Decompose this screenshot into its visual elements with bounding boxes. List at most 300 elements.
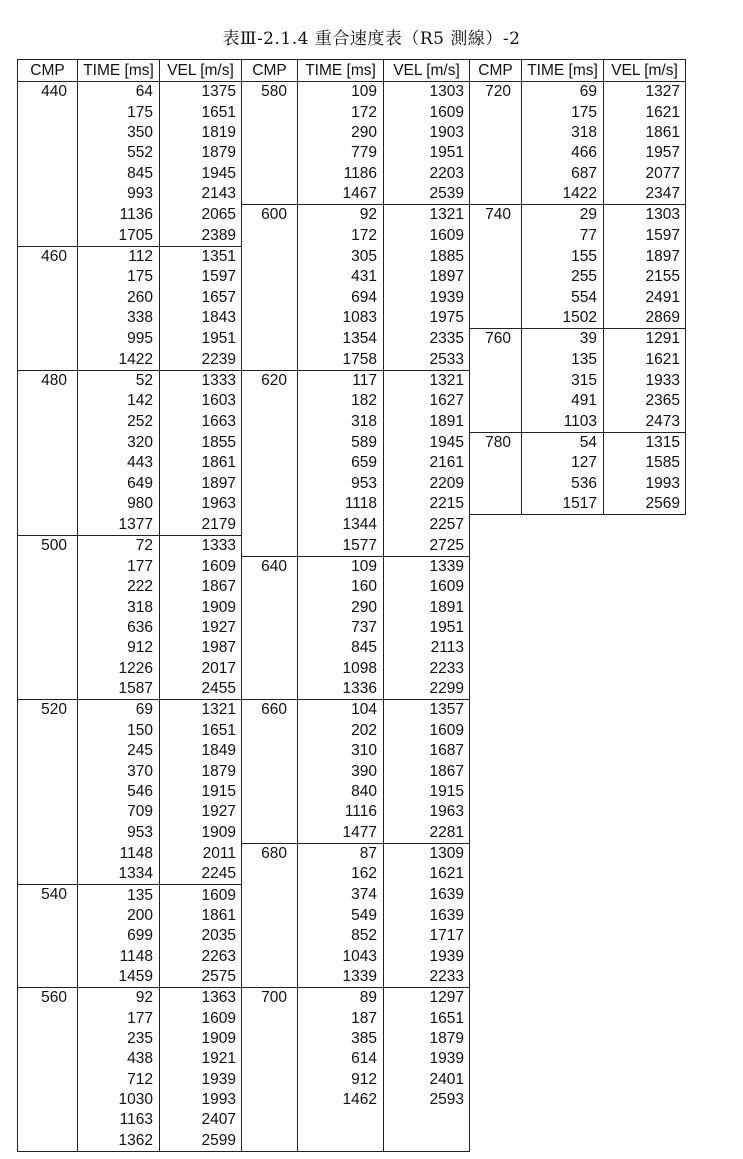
table-row <box>18 885 686 906</box>
cmp-cell: 520 <box>18 700 78 721</box>
empty-cell <box>470 1029 522 1049</box>
cmp-cell <box>242 822 298 843</box>
cmp-cell <box>18 967 78 988</box>
cmp-cell <box>18 741 78 761</box>
table-row <box>18 761 686 781</box>
cmp-cell <box>242 1131 298 1152</box>
time-cell: 694 <box>298 287 384 307</box>
time-cell: 779 <box>298 143 384 163</box>
table-row <box>18 349 686 370</box>
velocity-cell: 2389 <box>160 225 242 246</box>
empty-cell <box>604 906 686 926</box>
time-cell <box>298 1131 384 1152</box>
time-cell: 175 <box>78 267 160 287</box>
table-row <box>18 1090 686 1110</box>
velocity-cell: 2161 <box>384 453 470 473</box>
cmp-cell <box>242 638 298 658</box>
velocity-cell: 2725 <box>384 536 470 557</box>
empty-cell <box>470 946 522 966</box>
velocity-cell: 2035 <box>160 926 242 946</box>
velocity-cell: 2593 <box>384 1090 470 1110</box>
velocity-cell: 1993 <box>160 1090 242 1110</box>
velocity-cell: 2233 <box>384 659 470 679</box>
cmp-cell <box>242 967 298 988</box>
velocity-cell: 1651 <box>160 721 242 741</box>
time-cell: 1098 <box>298 659 384 679</box>
velocity-cell: 1849 <box>160 741 242 761</box>
cmp-cell <box>470 308 522 329</box>
cmp-cell <box>18 267 78 287</box>
velocity-cell: 1315 <box>604 432 686 453</box>
velocity-cell: 1927 <box>160 618 242 638</box>
time-cell: 72 <box>78 536 160 557</box>
cmp-cell <box>18 946 78 966</box>
time-cell: 1577 <box>298 536 384 557</box>
empty-cell <box>522 577 604 597</box>
velocity-cell: 1375 <box>160 82 242 103</box>
time-cell: 993 <box>78 184 160 205</box>
cmp-cell <box>242 225 298 246</box>
cmp-cell <box>242 864 298 885</box>
empty-cell <box>522 782 604 802</box>
time-cell: 245 <box>78 741 160 761</box>
velocity-cell: 1957 <box>604 143 686 163</box>
cmp-cell <box>18 494 78 515</box>
time-cell: 1030 <box>78 1090 160 1110</box>
table-row <box>18 577 686 597</box>
table-row <box>18 1049 686 1069</box>
cmp-cell <box>242 906 298 926</box>
empty-cell <box>604 988 686 1009</box>
cmp-cell <box>242 474 298 494</box>
empty-cell <box>522 906 604 926</box>
velocity-cell: 1975 <box>384 308 470 329</box>
cmp-cell <box>242 1049 298 1069</box>
empty-cell <box>522 1049 604 1069</box>
time-cell: 980 <box>78 494 160 515</box>
velocity-cell: 1363 <box>160 988 242 1009</box>
velocity-cell: 2203 <box>384 163 470 183</box>
empty-cell <box>470 864 522 885</box>
time-cell: 255 <box>522 267 604 287</box>
empty-cell <box>604 802 686 822</box>
time-cell: 87 <box>298 843 384 864</box>
velocity-cell: 1861 <box>160 906 242 926</box>
time-cell: 318 <box>78 598 160 618</box>
cmp-cell <box>18 556 78 577</box>
time-cell: 310 <box>298 741 384 761</box>
velocity-cell: 1597 <box>604 225 686 246</box>
velocity-cell: 2011 <box>160 843 242 864</box>
time-cell: 659 <box>298 453 384 473</box>
velocity-cell: 1987 <box>160 638 242 658</box>
cmp-cell: 740 <box>470 205 522 226</box>
cmp-cell: 440 <box>18 82 78 103</box>
cmp-cell <box>242 536 298 557</box>
time-cell: 160 <box>298 577 384 597</box>
empty-cell <box>604 885 686 906</box>
cmp-cell <box>242 577 298 597</box>
time-cell: 260 <box>78 287 160 307</box>
time-cell: 852 <box>298 926 384 946</box>
time-cell: 202 <box>298 721 384 741</box>
header-vel: VEL [m/s] <box>384 60 470 82</box>
cmp-cell <box>18 432 78 453</box>
velocity-cell: 2017 <box>160 659 242 679</box>
table-row <box>18 906 686 926</box>
cmp-cell <box>242 123 298 143</box>
cmp-cell <box>18 906 78 926</box>
time-cell: 1334 <box>78 864 160 885</box>
time-cell: 350 <box>78 123 160 143</box>
cmp-cell <box>18 802 78 822</box>
velocity-cell: 1897 <box>604 246 686 267</box>
cmp-cell <box>470 391 522 411</box>
velocity-cell: 1609 <box>160 1008 242 1028</box>
empty-cell <box>470 679 522 700</box>
empty-cell <box>470 700 522 721</box>
time-cell: 172 <box>298 102 384 122</box>
velocity-cell: 2065 <box>160 205 242 226</box>
table-row <box>18 988 686 1009</box>
time-cell: 77 <box>522 225 604 246</box>
empty-cell <box>470 721 522 741</box>
cmp-cell <box>18 225 78 246</box>
time-cell: 290 <box>298 598 384 618</box>
velocity-cell: 1651 <box>160 102 242 122</box>
empty-cell <box>470 741 522 761</box>
time-cell: 1422 <box>78 349 160 370</box>
velocity-cell: 2569 <box>604 494 686 515</box>
time-cell: 614 <box>298 1049 384 1069</box>
cmp-cell <box>18 391 78 411</box>
cmp-cell <box>470 370 522 391</box>
time-cell: 117 <box>298 370 384 391</box>
empty-cell <box>522 1029 604 1049</box>
velocity-cell: 1879 <box>384 1029 470 1049</box>
cmp-cell <box>18 143 78 163</box>
velocity-cell: 2113 <box>384 638 470 658</box>
time-cell: 1336 <box>298 679 384 700</box>
cmp-cell <box>242 102 298 122</box>
time-cell: 200 <box>78 906 160 926</box>
time-cell: 687 <box>522 163 604 183</box>
table-row <box>18 536 686 557</box>
empty-cell <box>470 638 522 658</box>
time-cell: 1103 <box>522 412 604 433</box>
cmp-cell <box>242 1070 298 1090</box>
table-row <box>18 679 686 700</box>
time-cell: 549 <box>298 906 384 926</box>
velocity-cell: 1951 <box>384 618 470 638</box>
velocity-cell: 1609 <box>384 102 470 122</box>
time-cell: 1354 <box>298 329 384 350</box>
table-row <box>18 391 686 411</box>
cmp-cell <box>242 802 298 822</box>
cmp-cell <box>242 761 298 781</box>
empty-cell <box>522 1110 604 1130</box>
cmp-cell <box>470 494 522 515</box>
time-cell: 104 <box>298 700 384 721</box>
velocity-cell: 1897 <box>384 267 470 287</box>
velocity-cell: 1621 <box>604 102 686 122</box>
cmp-cell <box>242 453 298 473</box>
time-cell: 52 <box>78 370 160 391</box>
velocity-cell: 1609 <box>384 225 470 246</box>
empty-cell <box>470 659 522 679</box>
table-row <box>18 638 686 658</box>
cmp-cell <box>18 163 78 183</box>
time-cell: 235 <box>78 1029 160 1049</box>
cmp-cell <box>18 843 78 864</box>
empty-cell <box>604 1008 686 1028</box>
velocity-cell: 1333 <box>160 370 242 391</box>
empty-cell <box>522 638 604 658</box>
velocity-cell: 1609 <box>160 556 242 577</box>
cmp-cell <box>18 638 78 658</box>
velocity-cell: 1843 <box>160 308 242 329</box>
table-row <box>18 802 686 822</box>
time-cell: 845 <box>78 163 160 183</box>
cmp-cell <box>470 287 522 307</box>
empty-cell <box>604 515 686 536</box>
cmp-cell <box>470 163 522 183</box>
velocity-cell: 1621 <box>384 864 470 885</box>
velocity-cell: 1855 <box>160 432 242 453</box>
empty-cell <box>470 988 522 1009</box>
cmp-cell <box>18 308 78 329</box>
empty-cell <box>470 843 522 864</box>
empty-cell <box>604 761 686 781</box>
empty-cell <box>522 926 604 946</box>
cmp-cell <box>470 225 522 246</box>
time-cell: 1467 <box>298 184 384 205</box>
time-cell: 54 <box>522 432 604 453</box>
velocity-cell: 1357 <box>384 700 470 721</box>
table-row <box>18 782 686 802</box>
velocity-cell: 2539 <box>384 184 470 205</box>
time-cell: 1116 <box>298 802 384 822</box>
velocity-cell: 2215 <box>384 494 470 515</box>
cmp-cell <box>18 349 78 370</box>
time-cell: 845 <box>298 638 384 658</box>
velocity-cell: 1909 <box>160 822 242 843</box>
velocity-cell: 1297 <box>384 988 470 1009</box>
time-cell: 1477 <box>298 822 384 843</box>
cmp-cell <box>18 679 78 700</box>
time-cell: 1118 <box>298 494 384 515</box>
velocity-cell: 1651 <box>384 1008 470 1028</box>
empty-cell <box>522 721 604 741</box>
cmp-cell <box>18 598 78 618</box>
table-row <box>18 287 686 307</box>
empty-cell <box>604 1070 686 1090</box>
cmp-cell <box>18 577 78 597</box>
time-cell: 1148 <box>78 843 160 864</box>
velocity-cell: 1915 <box>384 782 470 802</box>
velocity-cell: 2869 <box>604 308 686 329</box>
time-cell: 109 <box>298 556 384 577</box>
cmp-cell <box>470 184 522 205</box>
header-time: TIME [ms] <box>522 60 604 82</box>
time-cell: 995 <box>78 329 160 350</box>
cmp-cell <box>18 453 78 473</box>
empty-cell <box>470 967 522 988</box>
header-time: TIME [ms] <box>298 60 384 82</box>
empty-cell <box>604 638 686 658</box>
cmp-cell: 680 <box>242 843 298 864</box>
table-row <box>18 412 686 433</box>
cmp-cell: 760 <box>470 329 522 350</box>
velocity-cell: 2143 <box>160 184 242 205</box>
cmp-cell: 720 <box>470 82 522 103</box>
velocity-cell: 1951 <box>160 329 242 350</box>
velocity-cell: 2233 <box>384 967 470 988</box>
velocity-cell: 1891 <box>384 412 470 433</box>
empty-cell <box>522 679 604 700</box>
table-row <box>18 926 686 946</box>
cmp-cell <box>18 822 78 843</box>
cmp-cell: 560 <box>18 988 78 1009</box>
empty-cell <box>604 556 686 577</box>
velocity-cell: 2455 <box>160 679 242 700</box>
cmp-cell <box>470 102 522 122</box>
cmp-cell: 620 <box>242 370 298 391</box>
velocity-cell: 1885 <box>384 246 470 267</box>
empty-cell <box>604 1049 686 1069</box>
empty-cell <box>522 1131 604 1152</box>
empty-cell <box>522 618 604 638</box>
cmp-cell <box>242 721 298 741</box>
table-row <box>18 102 686 122</box>
velocity-cell: 1597 <box>160 267 242 287</box>
time-cell: 175 <box>522 102 604 122</box>
cmp-cell <box>242 741 298 761</box>
cmp-cell <box>242 926 298 946</box>
table-row <box>18 246 686 267</box>
table-row <box>18 1131 686 1152</box>
cmp-cell <box>18 618 78 638</box>
empty-cell <box>470 618 522 638</box>
time-cell: 1043 <box>298 946 384 966</box>
table-body <box>18 82 686 1152</box>
empty-cell <box>470 1090 522 1110</box>
time-cell: 175 <box>78 102 160 122</box>
time-cell: 1339 <box>298 967 384 988</box>
velocity-cell: 1639 <box>384 885 470 906</box>
velocity-cell: 1609 <box>384 721 470 741</box>
cmp-cell <box>18 1110 78 1130</box>
time-cell: 1587 <box>78 679 160 700</box>
time-cell: 69 <box>522 82 604 103</box>
empty-cell <box>522 741 604 761</box>
empty-cell <box>604 598 686 618</box>
table-row <box>18 822 686 843</box>
cmp-cell <box>242 329 298 350</box>
time-cell: 290 <box>298 123 384 143</box>
empty-cell <box>522 1008 604 1028</box>
velocity-cell: 2077 <box>604 163 686 183</box>
velocity-cell: 1867 <box>384 761 470 781</box>
empty-cell <box>522 659 604 679</box>
empty-cell <box>604 679 686 700</box>
empty-cell <box>470 885 522 906</box>
time-cell: 1362 <box>78 1131 160 1152</box>
time-cell: 1136 <box>78 205 160 226</box>
time-cell: 182 <box>298 391 384 411</box>
velocity-cell: 1963 <box>160 494 242 515</box>
cmp-cell <box>242 659 298 679</box>
velocity-cell: 2239 <box>160 349 242 370</box>
velocity-cell: 1819 <box>160 123 242 143</box>
empty-cell <box>522 536 604 557</box>
empty-cell <box>522 515 604 536</box>
time-cell: 953 <box>298 474 384 494</box>
velocity-cell: 1993 <box>604 474 686 494</box>
cmp-cell: 580 <box>242 82 298 103</box>
time-cell: 709 <box>78 802 160 822</box>
table-row <box>18 741 686 761</box>
time-cell: 912 <box>78 638 160 658</box>
table-row <box>18 843 686 864</box>
velocity-cell: 1303 <box>384 82 470 103</box>
cmp-cell <box>242 143 298 163</box>
table-row <box>18 659 686 679</box>
cmp-cell <box>470 267 522 287</box>
velocity-cell: 1939 <box>384 287 470 307</box>
time-cell: 162 <box>298 864 384 885</box>
table-row <box>18 474 686 494</box>
velocity-cell: 2491 <box>604 287 686 307</box>
table-row <box>18 163 686 183</box>
table-title: 表Ⅲ-2.1.4 重合速度表（R5 測線）-2 <box>222 29 521 49</box>
table-row <box>18 1070 686 1090</box>
velocity-cell: 2299 <box>384 679 470 700</box>
time-cell: 589 <box>298 432 384 453</box>
cmp-cell <box>242 782 298 802</box>
cmp-cell <box>18 1131 78 1152</box>
time-cell: 1459 <box>78 967 160 988</box>
table-row <box>18 329 686 350</box>
cmp-cell <box>18 515 78 536</box>
empty-cell <box>604 536 686 557</box>
velocity-cell: 1321 <box>384 205 470 226</box>
time-cell: 112 <box>78 246 160 267</box>
table-row <box>18 82 686 103</box>
time-cell: 840 <box>298 782 384 802</box>
cmp-cell <box>242 163 298 183</box>
time-cell: 1344 <box>298 515 384 536</box>
time-cell: 699 <box>78 926 160 946</box>
time-cell: 390 <box>298 761 384 781</box>
cmp-cell <box>242 494 298 515</box>
velocity-cell: 1939 <box>384 1049 470 1069</box>
cmp-cell <box>242 287 298 307</box>
cmp-cell <box>242 1110 298 1130</box>
cmp-cell <box>470 453 522 473</box>
cmp-cell <box>242 1090 298 1110</box>
time-cell: 491 <box>522 391 604 411</box>
empty-cell <box>604 1090 686 1110</box>
empty-cell <box>604 577 686 597</box>
cmp-cell <box>242 308 298 329</box>
time-cell: 431 <box>298 267 384 287</box>
cmp-cell <box>242 432 298 453</box>
cmp-cell <box>242 679 298 700</box>
velocity-cell: 1963 <box>384 802 470 822</box>
empty-cell <box>470 906 522 926</box>
time-cell: 109 <box>298 82 384 103</box>
